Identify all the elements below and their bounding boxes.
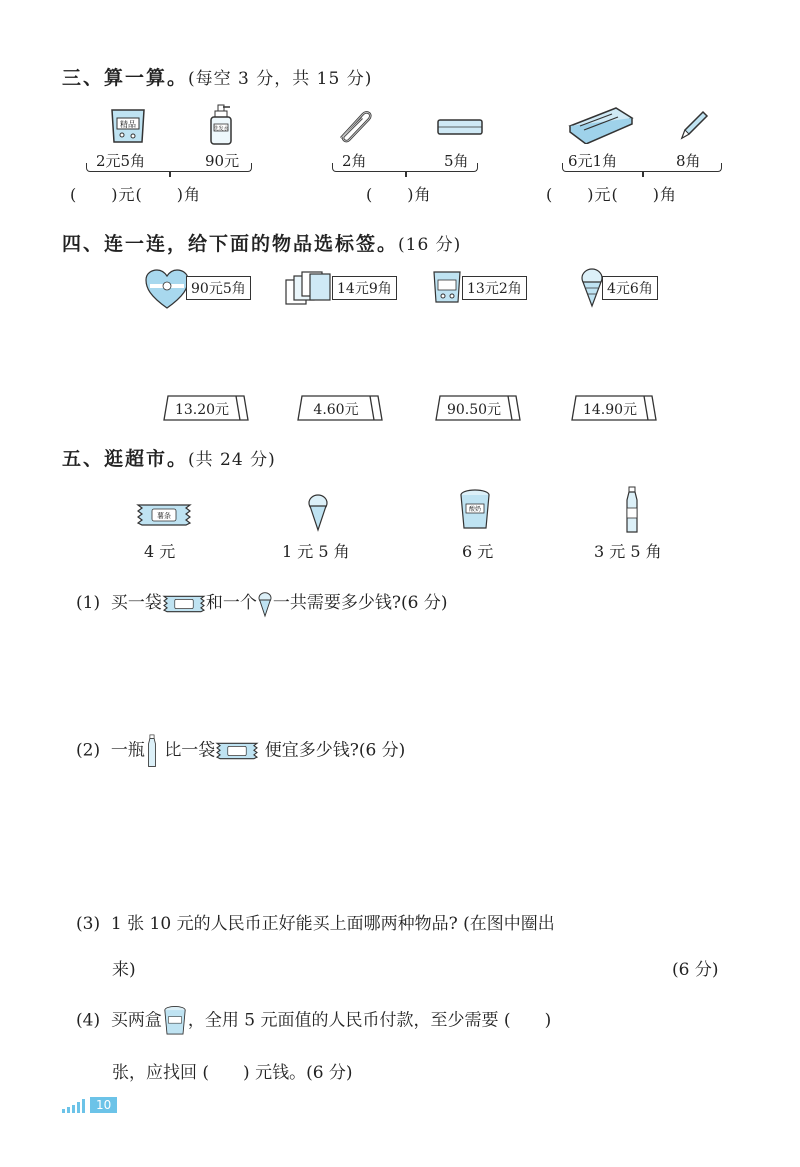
- section3-heading: 三、算一算。(每空 3 分，共 15 分): [62, 67, 373, 89]
- g1-price-a: 2元5角: [96, 152, 146, 170]
- snack-pack-icon: [215, 741, 259, 761]
- water-bottle-icon: [622, 486, 642, 538]
- eraser-icon: [436, 117, 484, 141]
- section5-heading: 五、逛超市。(共 24 分): [62, 448, 276, 470]
- g3-price-b: 8角: [676, 152, 701, 170]
- biscuit-stack-icon: [282, 270, 334, 312]
- top-tag-3: 13元2角: [462, 276, 527, 300]
- shampoo-bottle-icon: [206, 104, 236, 150]
- pencil-icon: [676, 108, 710, 146]
- price-water: 3 元 5 角: [594, 542, 662, 561]
- price-snack: 4 元: [144, 542, 176, 561]
- cone-icon: [257, 590, 273, 618]
- question-4-cont: 张，应找回 ( ) 元钱。(6 分): [112, 1063, 353, 1083]
- yogurt-cup-icon: [162, 1005, 188, 1037]
- bottom-tag-4: 14.90元: [570, 394, 658, 422]
- g1-answer: ( )元( )角: [70, 185, 201, 204]
- bottom-tag-2: 4.60元: [296, 394, 384, 422]
- bottom-tag-3: 90.50元: [434, 394, 522, 422]
- top-tag-1: 90元5角: [186, 276, 251, 300]
- yogurt-cup-icon: [458, 488, 492, 536]
- g1-price-b: 90元: [205, 152, 240, 170]
- price-yogurt: 6 元: [462, 542, 494, 561]
- page-number: 10: [90, 1097, 117, 1113]
- bottom-tag-1: 13.20元: [162, 394, 250, 422]
- bar-steps-icon: [62, 1097, 90, 1113]
- chips-bag-icon: [108, 106, 148, 150]
- chips-bag-label: 精品: [120, 120, 136, 129]
- question-1: (1) 买一袋 和一个 一共需要多少钱?(6 分): [76, 588, 448, 618]
- price-cone: 1 元 5 角: [282, 542, 350, 561]
- pencil-case-icon: [566, 104, 636, 148]
- g2-price-a: 2角: [342, 152, 367, 170]
- heart-box-icon: [144, 268, 190, 314]
- section4-heading: 四、连一连，给下面的物品选标签。(16 分): [62, 233, 462, 255]
- g2-answer: ( )角: [366, 185, 432, 204]
- top-tag-4: 4元6角: [602, 276, 658, 300]
- question-4: (4) 买两盒 ，全用 5 元面值的人民币付款，至少需要 ( ): [76, 1005, 551, 1037]
- g2-brace: [332, 163, 478, 172]
- g3-brace: [562, 163, 722, 172]
- question-3-points: (6 分): [672, 960, 719, 980]
- shampoo-label: 洗发水: [213, 126, 229, 132]
- page-footer: [62, 1094, 117, 1113]
- question-3-cont: 来): [112, 960, 136, 980]
- top-tag-2: 14元9角: [332, 276, 397, 300]
- paperclip-icon: [333, 108, 377, 148]
- snack-bag-icon: [430, 268, 464, 310]
- yogurt-label: 酸奶: [468, 506, 482, 513]
- g1-brace: [86, 163, 252, 172]
- water-bottle-icon: [145, 734, 159, 768]
- snack-pack-icon: [162, 594, 206, 614]
- g2-price-b: 5角: [444, 152, 469, 170]
- snack-pack-label: 薯条: [157, 512, 171, 520]
- snack-pack-icon: [136, 502, 192, 532]
- g3-price-a: 6元1角: [568, 152, 618, 170]
- cone-icon: [306, 492, 330, 536]
- g3-answer: ( )元( )角: [546, 185, 677, 204]
- question-2: (2) 一瓶 比一袋 便宜多少钱?(6 分): [76, 734, 405, 768]
- question-3: (3) 1 张 10 元的人民币正好能买上面哪两种物品? (在图中圈出: [76, 914, 555, 934]
